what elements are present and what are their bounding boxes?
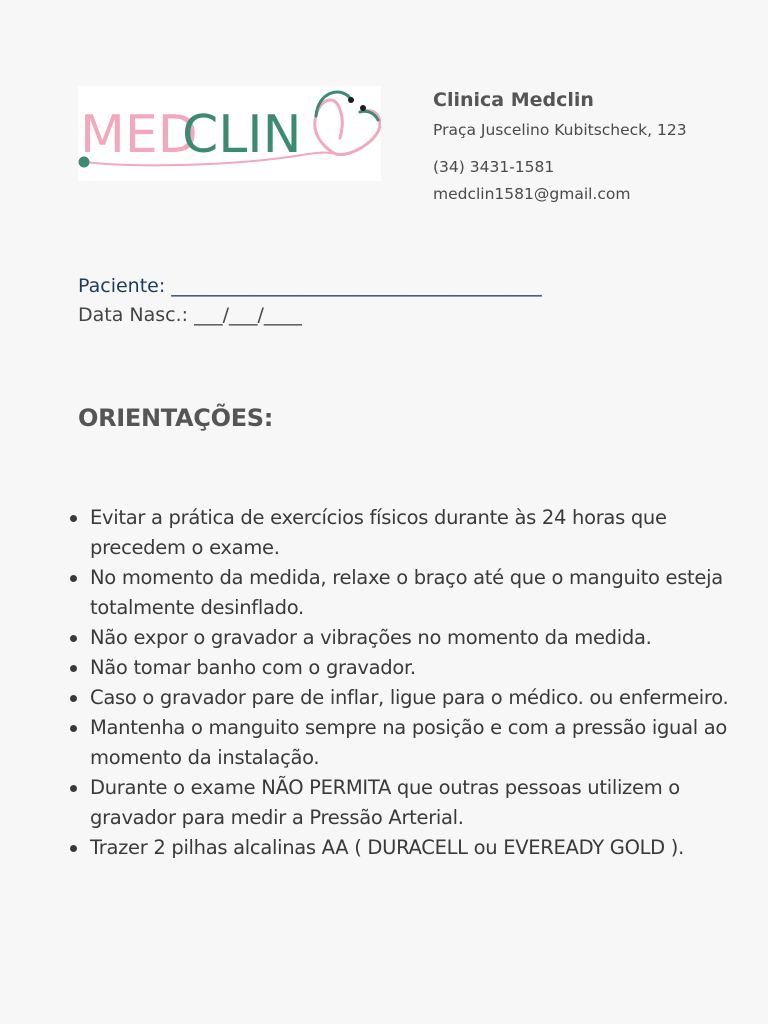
section-heading: ORIENTAÇÕES: [78,404,274,432]
logo-text-med: MED [80,105,198,165]
clinic-email: medclin1581@gmail.com [433,185,631,203]
instructions-list [60,503,760,863]
clinic-address: Praça Juscelino Kubitscheck, 123 [433,121,687,139]
bullet-icon [70,785,77,792]
bullet-icon [70,725,77,732]
instruction-text: Mantenha o manguito sempre na posição e com a pressão igual ao momento da instalação. [90,716,728,769]
clinic-name: Clinica Medclin [433,89,594,111]
instruction-text: Evitar a prática de exercícios físicos durante às 24 horas que precedem o exame. [90,506,667,559]
list-item [90,833,760,863]
clinic-phone: (34) 3431-1581 [433,158,555,176]
instruction-text: No momento da medida, relaxe o braço até que o manguito esteja totalmente desinflado. [90,566,723,619]
instruction-text: Durante o exame NÃO PERMITA que outras pessoas utilizem o gravador para medir a Pressão Arterial. [90,776,680,829]
bullet-icon [70,635,77,642]
patient-fields [78,272,542,330]
birth-date-field: Data Nasc.: ___/___/____ [78,304,302,326]
bullet-icon [70,695,77,702]
list-item [90,563,760,623]
stethoscope-heart-icon [78,86,381,181]
list-item [90,773,760,833]
bullet-icon [70,845,77,852]
clinic-logo [78,86,381,181]
list-item [90,503,760,563]
list-item [90,623,760,653]
patient-name-field: Paciente: _______________________________________ [78,275,542,297]
list-item [90,683,760,713]
instruction-text: Trazer 2 pilhas alcalinas AA ( DURACELL ou EVEREADY GOLD ). [90,836,684,859]
clinic-contact [433,86,753,203]
logo-text-clin: CLIN [182,105,302,165]
bullet-icon [70,665,77,672]
list-item [90,653,760,683]
instruction-text: Caso o gravador pare de inflar, ligue para o médico. ou enfermeiro. [90,686,729,709]
bullet-icon [70,575,77,582]
instruction-text: Não tomar banho com o gravador. [90,656,416,679]
list-item [90,713,760,773]
bullet-icon [70,515,77,522]
instruction-text: Não expor o gravador a vibrações no momento da medida. [90,626,652,649]
